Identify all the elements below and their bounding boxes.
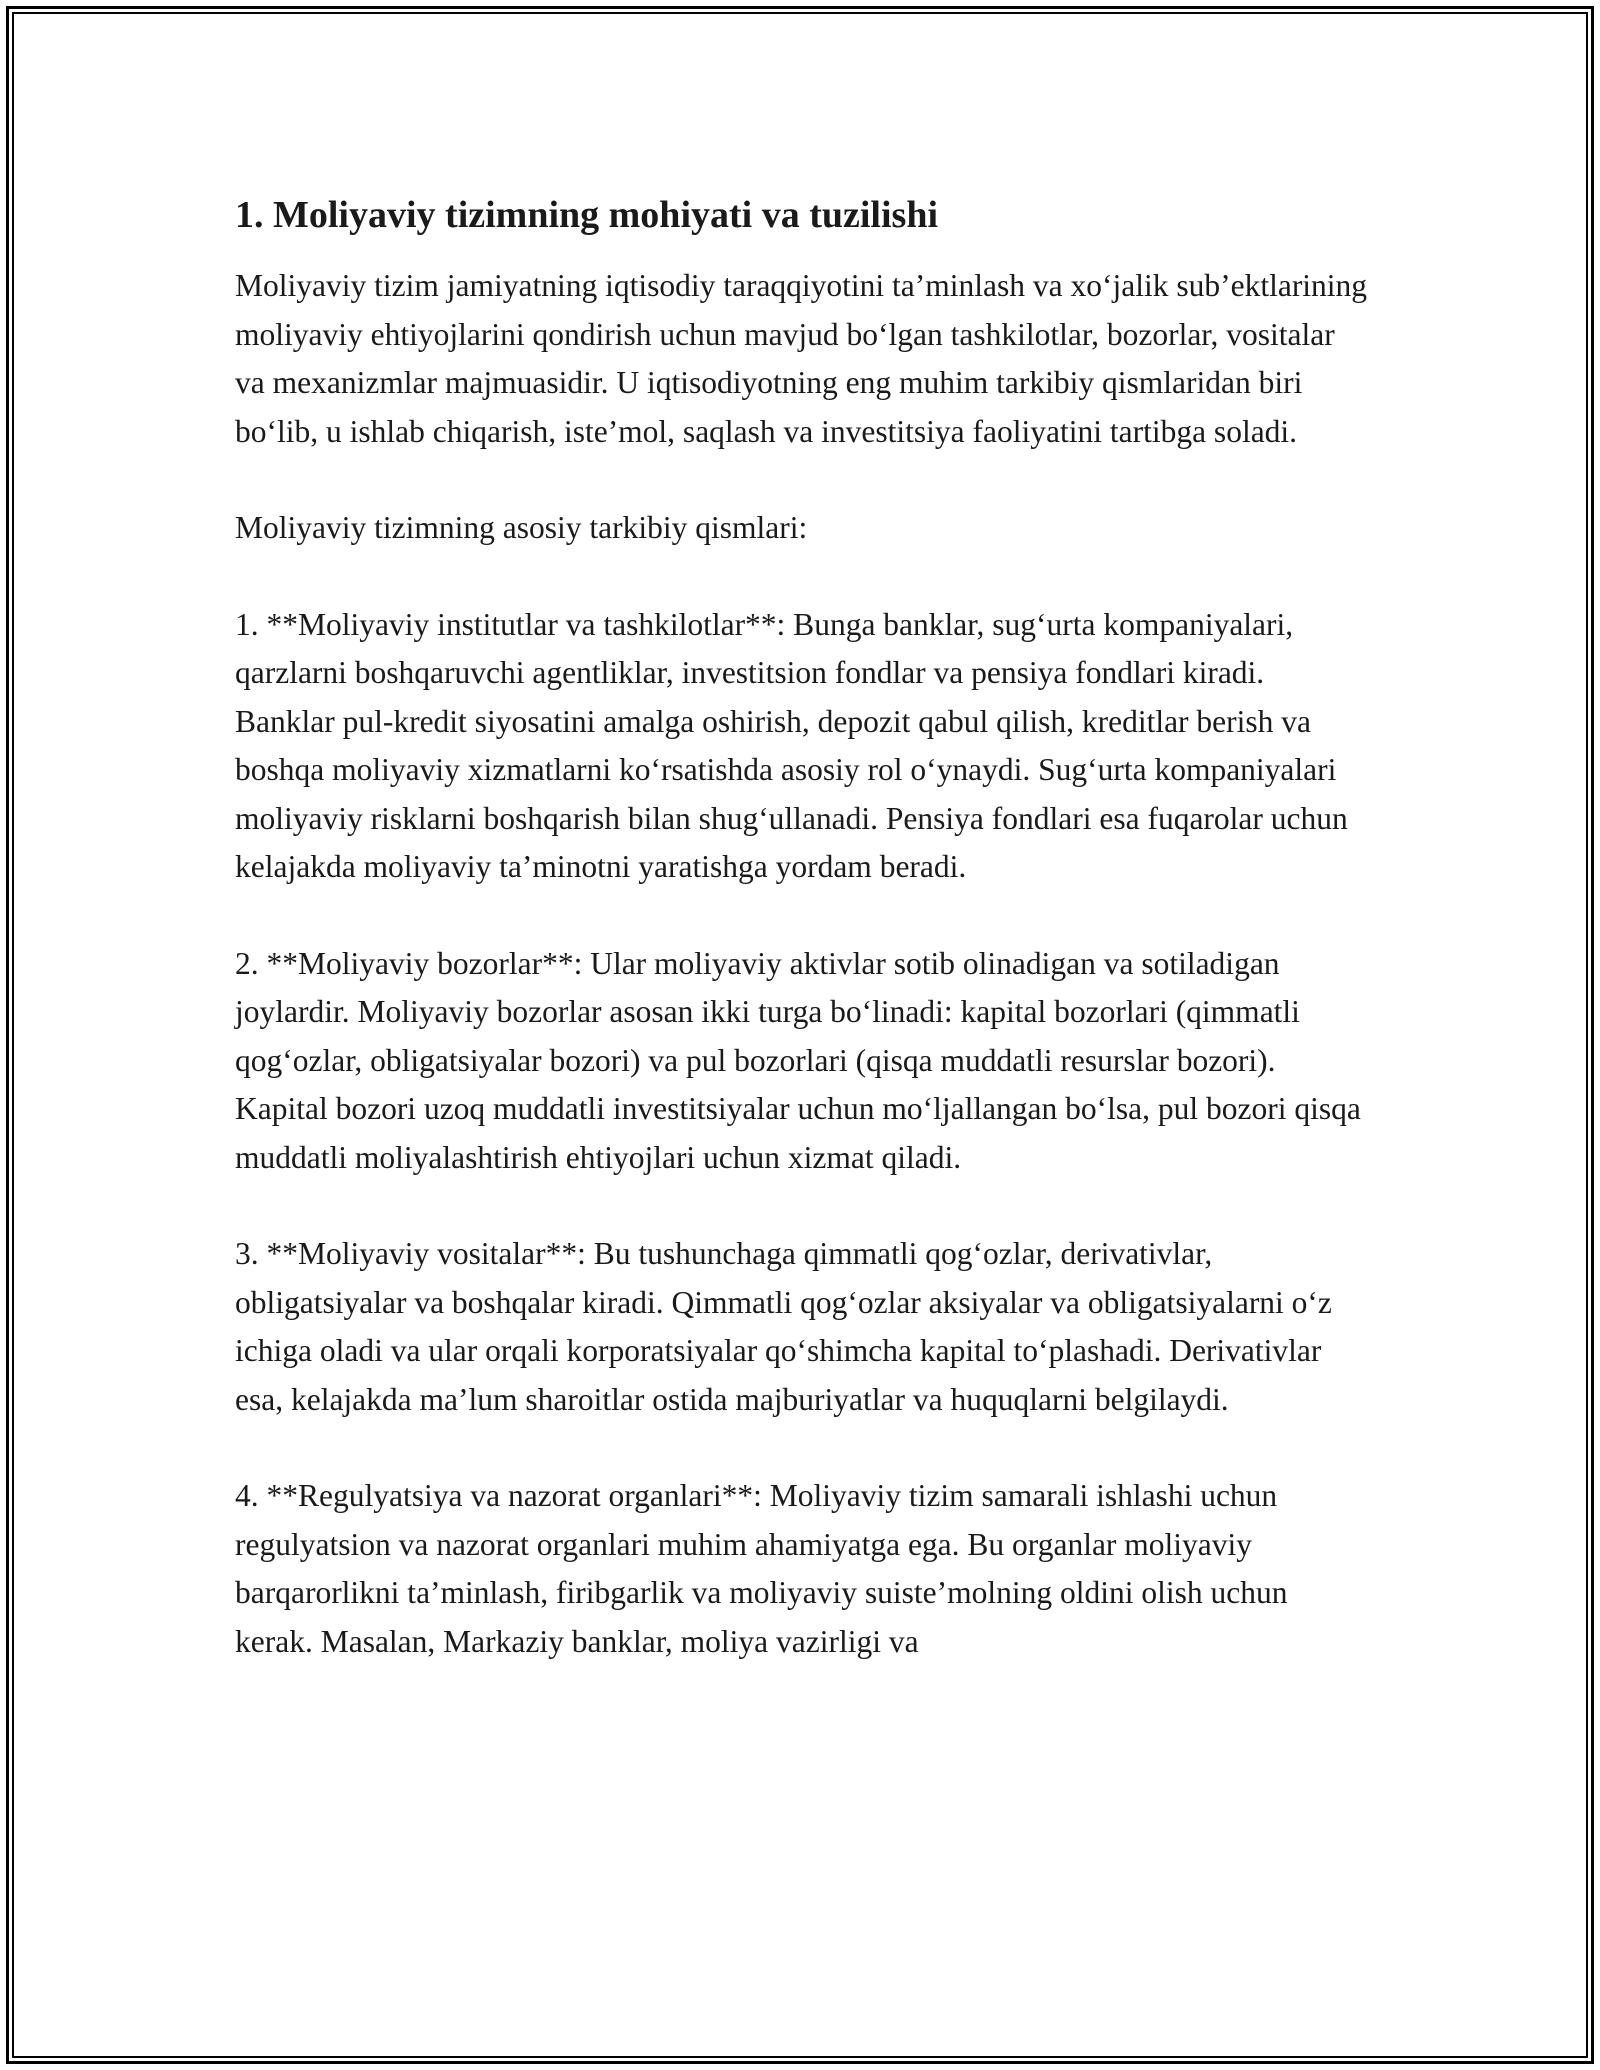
intro-paragraph: Moliyaviy tizim jamiyatning iqtisodiy taraqqiyotini ta’minlash va xo‘jalik sub’ektlarining moliyaviy ehtiyojlarini qondirish uchun mavjud bo‘lgan tashkilotlar, bozorlar, vositalar va mexanizmlar majmuasidir. U iqtisodiyotning eng muhim tarkibiy qismlaridan biri bo‘lib, u ishlab chiqarish, iste’mol, saqlash va investitsiya faoliyatini tartibga soladi. [235,268,1368,449]
document-body [235,188,1370,1666]
financial-markets-paragraph: 2. **Moliyaviy bozorlar**: Ular moliyaviy aktivlar sotib olinadigan va sotiladigan joylardir. Moliyaviy bozorlar asosan ikki turga bo‘linadi: kapital bozorlari (qimmatli qog‘ozlar, obligatsiyalar bozori) va pul bozorlari (qisqa muddatli resurslar bozori). Kapital bozori uzoq muddatli investitsiyalar uchun mo‘ljallangan bo‘lsa, pul bozori qisqa muddatli moliyalashtirish ehtiyojlari uchun xizmat qiladi. [235,945,1361,1175]
regulation-paragraph: 4. **Regulyatsiya va nazorat organlari**: Moliyaviy tizim samarali ishlashi uchun regulyatsion va nazorat organlari muhim ahamiyatga ega. Bu organlar moliyaviy barqarorlikni ta’minlash, firibgarlik va moliyaviy suiste’molning oldini olish uchun kerak. Masalan, Markaziy banklar, moliya vazirligi va [235,1478,1288,1659]
financial-institutions-paragraph: 1. **Moliyaviy institutlar va tashkilotlar**: Bunga banklar, sug‘urta kompaniyalari, qarzlarni boshqaruvchi agentliklar, investitsion fondlar va pensiya fondlari kiradi. Banklar pul-kredit siyosatini amalga oshirish, depozit qabul qilish, kreditlar berish va boshqa moliyaviy xizmatlarni ko‘rsatishda asosiy rol o‘ynaydi. Sug‘urta kompaniyalari moliyaviy risklarni boshqarish bilan shug‘ullanadi. Pensiya fondlari esa fuqarolar uchun kelajakda moliyaviy ta’minotni yaratishga yordam beradi. [235,606,1348,884]
financial-instruments-paragraph: 3. **Moliyaviy vositalar**: Bu tushunchaga qimmatli qog‘ozlar, derivativlar, obligatsiyalar va boshqalar kiradi. Qimmatli qog‘ozlar aksiyalar va obligatsiyalarni o‘z ichiga oladi va ular orqali korporatsiyalar qo‘shimcha kapital to‘plashadi. Derivativlar esa, kelajakda ma’lum sharoitlar ostida majburiyatlar va huquqlarni belgilaydi. [235,1236,1332,1417]
components-intro-paragraph: Moliyaviy tizimning asosiy tarkibiy qismlari: [235,510,808,545]
section-heading: 1. Moliyaviy tizimning mohiyati va tuzilishi [235,194,939,236]
